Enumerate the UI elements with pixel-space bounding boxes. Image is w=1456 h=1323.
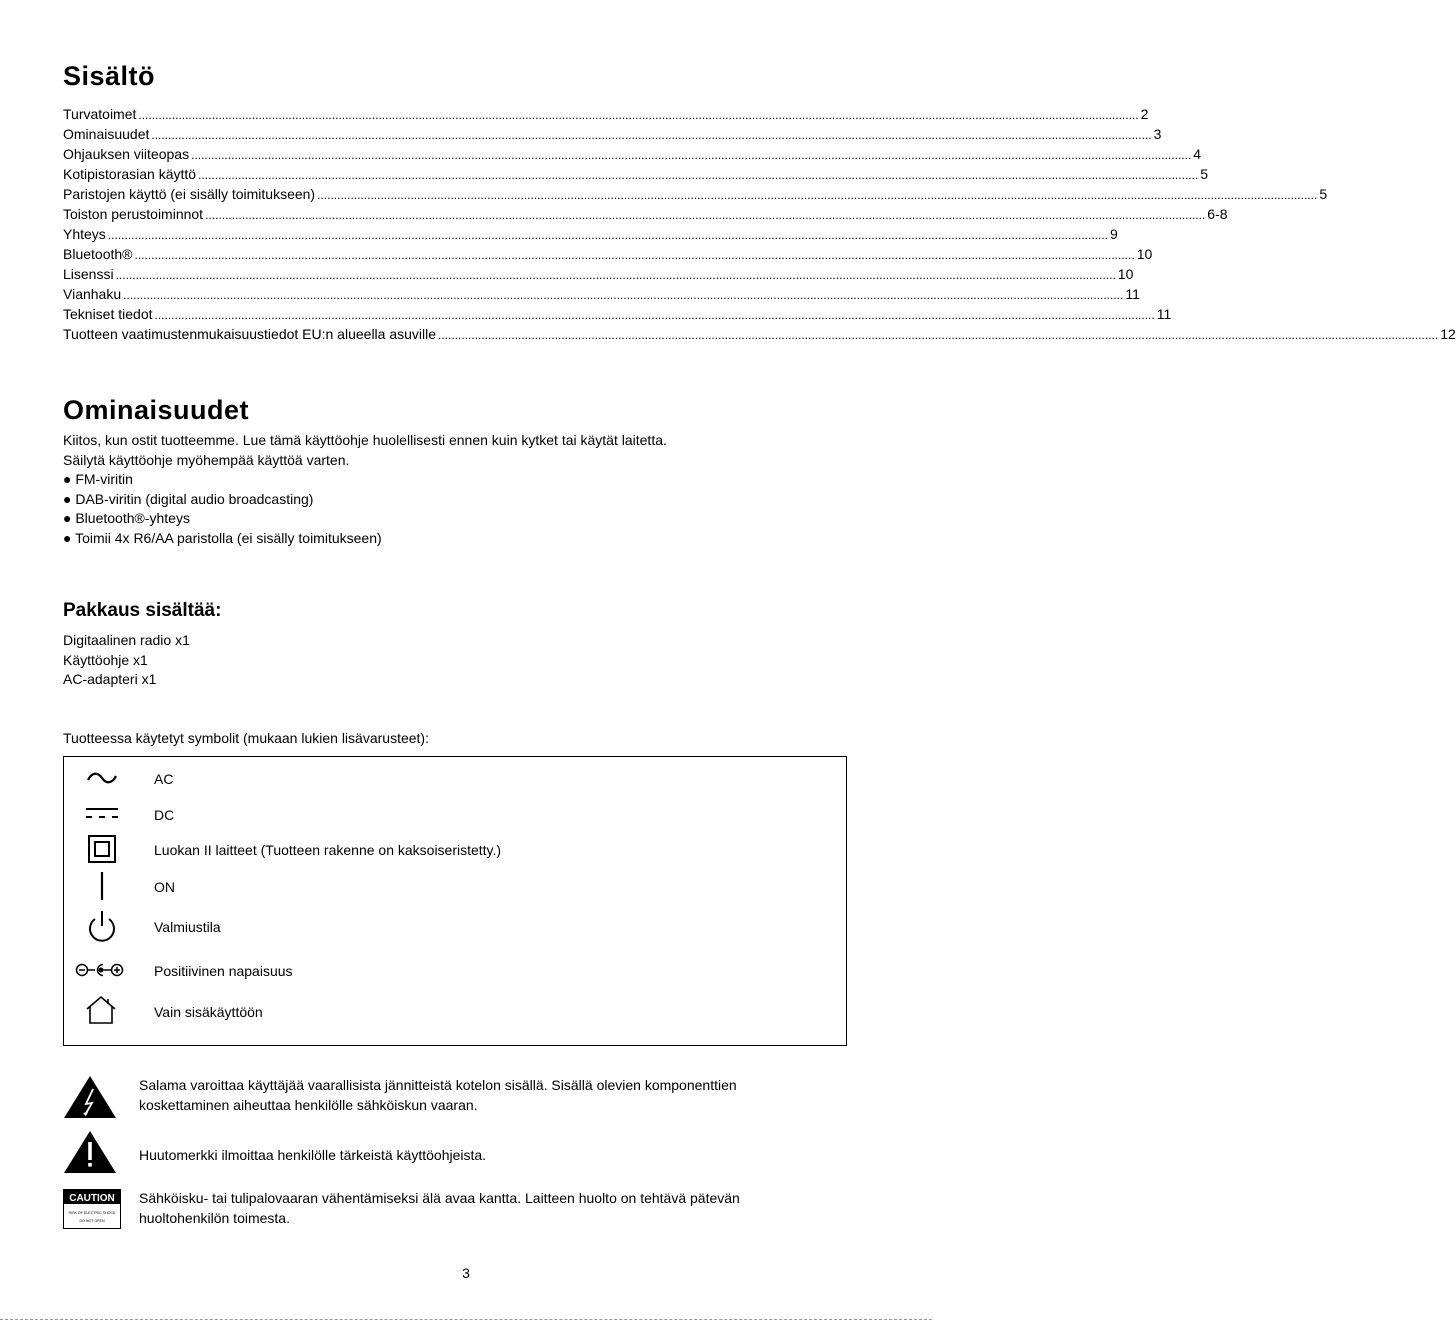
toc-leader-dots: ............................................................................................................................................................................................................................................................................................................ (151, 128, 1152, 142)
package-heading: Pakkaus sisältää: (63, 600, 222, 621)
toc-entry-title: Yhteys (63, 226, 106, 242)
toc-entry-page: 5 (1319, 186, 1328, 202)
toc-entry-page: 11 (1156, 306, 1172, 322)
toc-entry (63, 124, 1162, 144)
symbol-label: DC (154, 807, 175, 823)
toc-leader-dots: ............................................................................................................................................................................................................................................................................................................ (205, 208, 1206, 222)
toc-entry-page: 10 (1117, 266, 1134, 282)
toc-entry-title: Bluetooth® (63, 246, 133, 262)
symbol-label: Positiivinen napaisuus (154, 963, 293, 979)
toc-leader-dots: ............................................................................................................................................................................................................................................................................................................ (134, 248, 1135, 262)
symbol-row (64, 798, 846, 830)
toc-heading: Sisältö (63, 61, 156, 91)
warning-line: huoltohenkilön toimesta. (139, 1209, 290, 1226)
symbol-row (64, 762, 846, 794)
symbol-row (64, 833, 846, 865)
toc-entry (63, 244, 1153, 264)
toc-leader-dots: ............................................................................................................................................................................................................................................................................................................ (191, 148, 1192, 162)
toc-entry (63, 304, 1172, 324)
toc-entry-page: 3 (1153, 126, 1162, 142)
toc-entry-title: Tekniset tiedot (63, 306, 153, 322)
intro-line: Säilytä käyttöohje myöhempää käyttöä varten. (63, 451, 350, 468)
feature-bullet: ● FM-viritin (63, 471, 133, 487)
features-body (63, 431, 667, 548)
warning-text (139, 1076, 839, 1115)
toc-entry (63, 324, 1456, 344)
table-of-contents (63, 104, 1456, 344)
toc-leader-dots: ............................................................................................................................................................................................................................................................................................................ (154, 308, 1155, 322)
ac-wave-icon (74, 762, 134, 794)
toc-entry-page: 2 (1140, 106, 1149, 122)
exclamation-triangle-icon (63, 1130, 117, 1174)
standby-power-icon (74, 910, 134, 942)
toc-leader-dots: ............................................................................................................................................................................................................................................................................................................ (198, 168, 1199, 182)
feature-bullet: ● DAB-viritin (digital audio broadcasting) (63, 490, 314, 507)
warning-text (139, 1189, 839, 1228)
package-list (63, 631, 190, 690)
toc-entry-page: 5 (1200, 166, 1209, 182)
page-number: 3 (462, 1265, 470, 1281)
symbol-label: Valmiustila (154, 919, 221, 935)
toc-entry-title: Tuotteen vaatimustenmukaisuustiedot EU:n alueella asuville (63, 326, 437, 342)
toc-entry-title: Vianhaku (63, 286, 122, 302)
toc-entry-title: Toiston perustoiminnot (63, 206, 204, 222)
caution-label-title: CAUTION (69, 1193, 115, 1204)
toc-leader-dots: ............................................................................................................................................................................................................................................................................................................ (115, 268, 1116, 282)
toc-entry-page: 9 (1110, 226, 1118, 242)
symbol-row (64, 954, 846, 986)
toc-entry (63, 104, 1149, 124)
symbol-label: Vain sisäkäyttöön (154, 1004, 263, 1020)
toc-entry-title: Paristojen käyttö (ei sisälly toimitukseen) (63, 186, 316, 202)
toc-entry (63, 264, 1134, 284)
warning-line: Sähköisku- tai tulipalovaaran vähentämiseksi älä avaa kantta. Laitteen huolto on tehtävä pätevän (139, 1190, 740, 1206)
toc-entry-title: Ohjauksen viiteopas (63, 146, 190, 162)
symbols-table (63, 756, 847, 1046)
warning-line: Salama varoittaa käyttäjää vaarallisista jännitteistä kotelon sisällä. Sisällä olevien komponenttien (139, 1077, 737, 1093)
toc-entry-page: 6-8 (1207, 206, 1228, 222)
class-ii-double-square-icon (74, 833, 134, 865)
toc-entry-title: Lisenssi (63, 266, 114, 282)
toc-entry (63, 184, 1328, 204)
symbol-label: Luokan II laitteet (Tuotteen rakenne on kaksoiseristetty.) (154, 842, 502, 858)
symbol-label: AC (154, 771, 174, 787)
toc-entry-title: Ominaisuudet (63, 126, 150, 142)
toc-entry-page: 10 (1136, 246, 1153, 262)
page-bottom-rule (0, 1319, 932, 1320)
toc-leader-dots: ............................................................................................................................................................................................................................................................................................................ (107, 228, 1109, 242)
caution-label-line: RISK OF ELECTRIC SHOCK (68, 1211, 116, 1215)
caution-label-line: DO NOT OPEN (79, 1219, 105, 1223)
toc-entry-page: 4 (1193, 146, 1202, 162)
symbol-row (64, 870, 846, 902)
toc-entry (63, 144, 1202, 164)
on-line-icon (74, 870, 134, 902)
toc-leader-dots: ............................................................................................................................................................................................................................................................................................................ (138, 108, 1139, 122)
toc-entry (63, 164, 1209, 184)
intro-line: Kiitos, kun ostit tuotteemme. Lue tämä käyttöohje huolellisesti ennen kuin kytket tai käytät laitetta. (63, 432, 667, 448)
toc-entry-title: Kotipistorasian käyttö (63, 166, 197, 182)
toc-entry-title: Turvatoimet (63, 106, 137, 122)
symbols-caption: Tuotteessa käytetyt symbolit (mukaan lukien lisävarusteet): (63, 730, 429, 746)
caution-label-icon (63, 1189, 121, 1229)
positive-polarity-icon (74, 954, 134, 986)
warning-text (139, 1146, 839, 1166)
symbol-row (64, 995, 846, 1027)
feature-bullet: ● Toimii 4x R6/AA paristolla (ei sisälly toimitukseen) (63, 529, 382, 546)
warning-line: Huutomerkki ilmoittaa henkilölle tärkeistä käyttöohjeista. (139, 1147, 487, 1163)
package-item: Digitaalinen radio x1 (63, 632, 190, 648)
symbol-label: ON (154, 879, 175, 895)
toc-leader-dots: ............................................................................................................................................................................................................................................................................................................ (317, 188, 1318, 202)
dc-icon (74, 798, 134, 830)
package-item: Käyttöohje x1 (63, 651, 148, 668)
toc-entry (63, 204, 1228, 224)
lightning-triangle-icon (63, 1075, 117, 1119)
toc-entry-page: 12 (1440, 326, 1456, 342)
toc-leader-dots: ............................................................................................................................................................................................................................................................................................................ (438, 328, 1439, 342)
feature-bullet: ● Bluetooth®-yhteys (63, 510, 190, 526)
toc-entry (63, 284, 1140, 304)
toc-entry (63, 224, 1118, 244)
toc-entry-page: 11 (1125, 286, 1140, 302)
package-item: AC-adapteri x1 (63, 671, 157, 687)
toc-leader-dots: ............................................................................................................................................................................................................................................................................................................ (123, 288, 1124, 302)
indoor-house-icon (74, 995, 134, 1027)
symbol-row (64, 910, 846, 942)
features-heading: Ominaisuudet (63, 395, 250, 425)
warning-line: koskettaminen aiheuttaa henkilölle sähköiskun vaaran. (139, 1096, 478, 1113)
